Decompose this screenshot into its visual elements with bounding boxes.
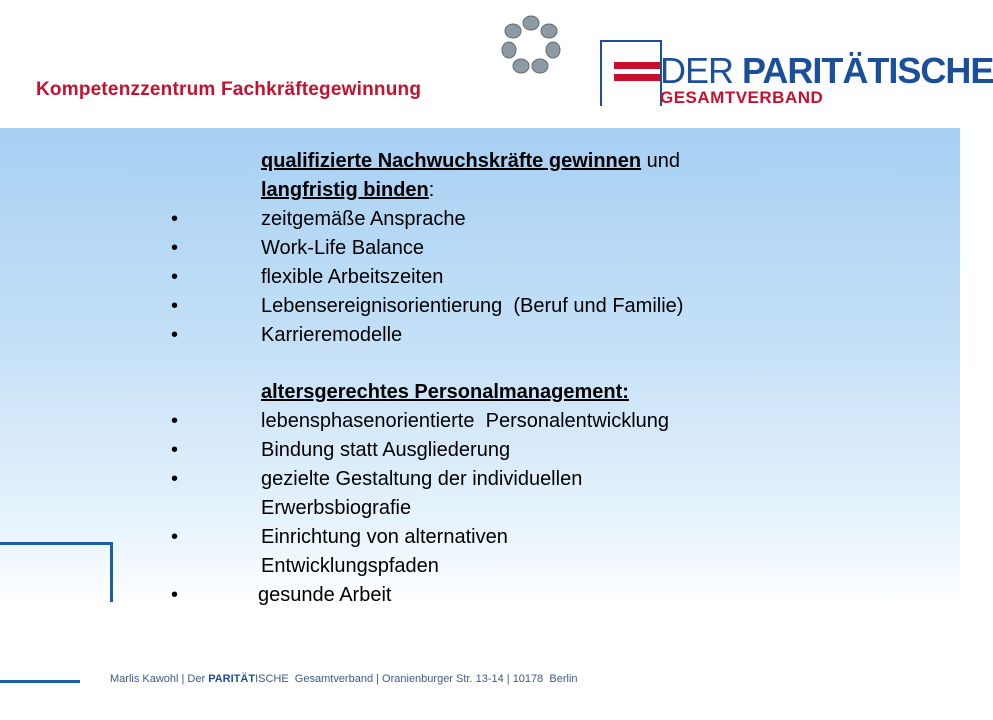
list-item-text: Einrichtung von alternativen xyxy=(261,526,508,548)
list-item-text: Entwicklungspfaden xyxy=(261,555,439,577)
corner-decoration-horizontal xyxy=(0,542,113,545)
list-item-text: Work-Life Balance xyxy=(261,237,425,259)
section2-heading-text: altersgerechtes Personalmanagement: xyxy=(261,381,629,403)
bullet: • xyxy=(171,324,179,346)
paritaetische-logo xyxy=(598,36,993,108)
footer-org-bold: PARITÄT xyxy=(208,673,256,685)
bullet: • xyxy=(171,295,179,317)
footer-address: ISCHE Gesamtverband | Oranienburger Str. 13-14 | 10178 Berlin xyxy=(255,673,578,685)
section1-heading-part2: langfristig binden xyxy=(261,179,429,201)
logo-wordmark xyxy=(660,50,993,92)
bullet: • xyxy=(171,439,179,461)
stones-circle-icon xyxy=(500,14,562,76)
bullet: • xyxy=(171,410,179,432)
list-item-text: gezielte Gestaltung der individuellen xyxy=(261,468,583,490)
list-item-text: Lebensereignisorientierung (Beruf und Familie) xyxy=(261,295,684,317)
bullet: • xyxy=(171,208,179,230)
bullet: • xyxy=(171,526,179,548)
bullet: • xyxy=(171,266,179,288)
page-title: Kompetenzzentrum Fachkräftegewinnung xyxy=(36,79,422,100)
bullet: • xyxy=(171,584,179,606)
logo-wordmark-der: DER xyxy=(660,50,743,91)
logo-red-bar-bottom xyxy=(614,74,660,81)
list-item-text: zeitgemäße Ansprache xyxy=(261,208,466,230)
footer-author: Marlis Kawohl | Der xyxy=(110,673,209,685)
list-item-text: lebensphasenorientierte Personalentwicklung xyxy=(261,410,670,432)
logo-frame xyxy=(600,40,662,106)
footer-divider xyxy=(0,680,80,683)
bullet: • xyxy=(171,237,179,259)
section1-heading-colon: : xyxy=(428,179,435,201)
logo-subline: GESAMTVERBAND xyxy=(660,88,824,107)
logo-red-bar-top xyxy=(614,62,660,69)
section1-heading-part1: qualifizierte Nachwuchskräfte gewinnen xyxy=(261,150,642,172)
list-item-text: flexible Arbeitszeiten xyxy=(261,266,444,288)
list-item-text: Bindung statt Ausgliederung xyxy=(261,439,511,461)
footer-text xyxy=(110,673,578,685)
section1-heading-und: und xyxy=(641,150,681,172)
corner-decoration-vertical xyxy=(110,542,113,602)
bullet: • xyxy=(171,468,179,490)
list-item-text: gesunde Arbeit xyxy=(258,584,392,606)
list-item-text: Erwerbsbiografie xyxy=(261,497,412,519)
list-item-text: Karrieremodelle xyxy=(261,324,403,346)
logo-wordmark-name: PARITÄTISCHE xyxy=(742,50,993,91)
